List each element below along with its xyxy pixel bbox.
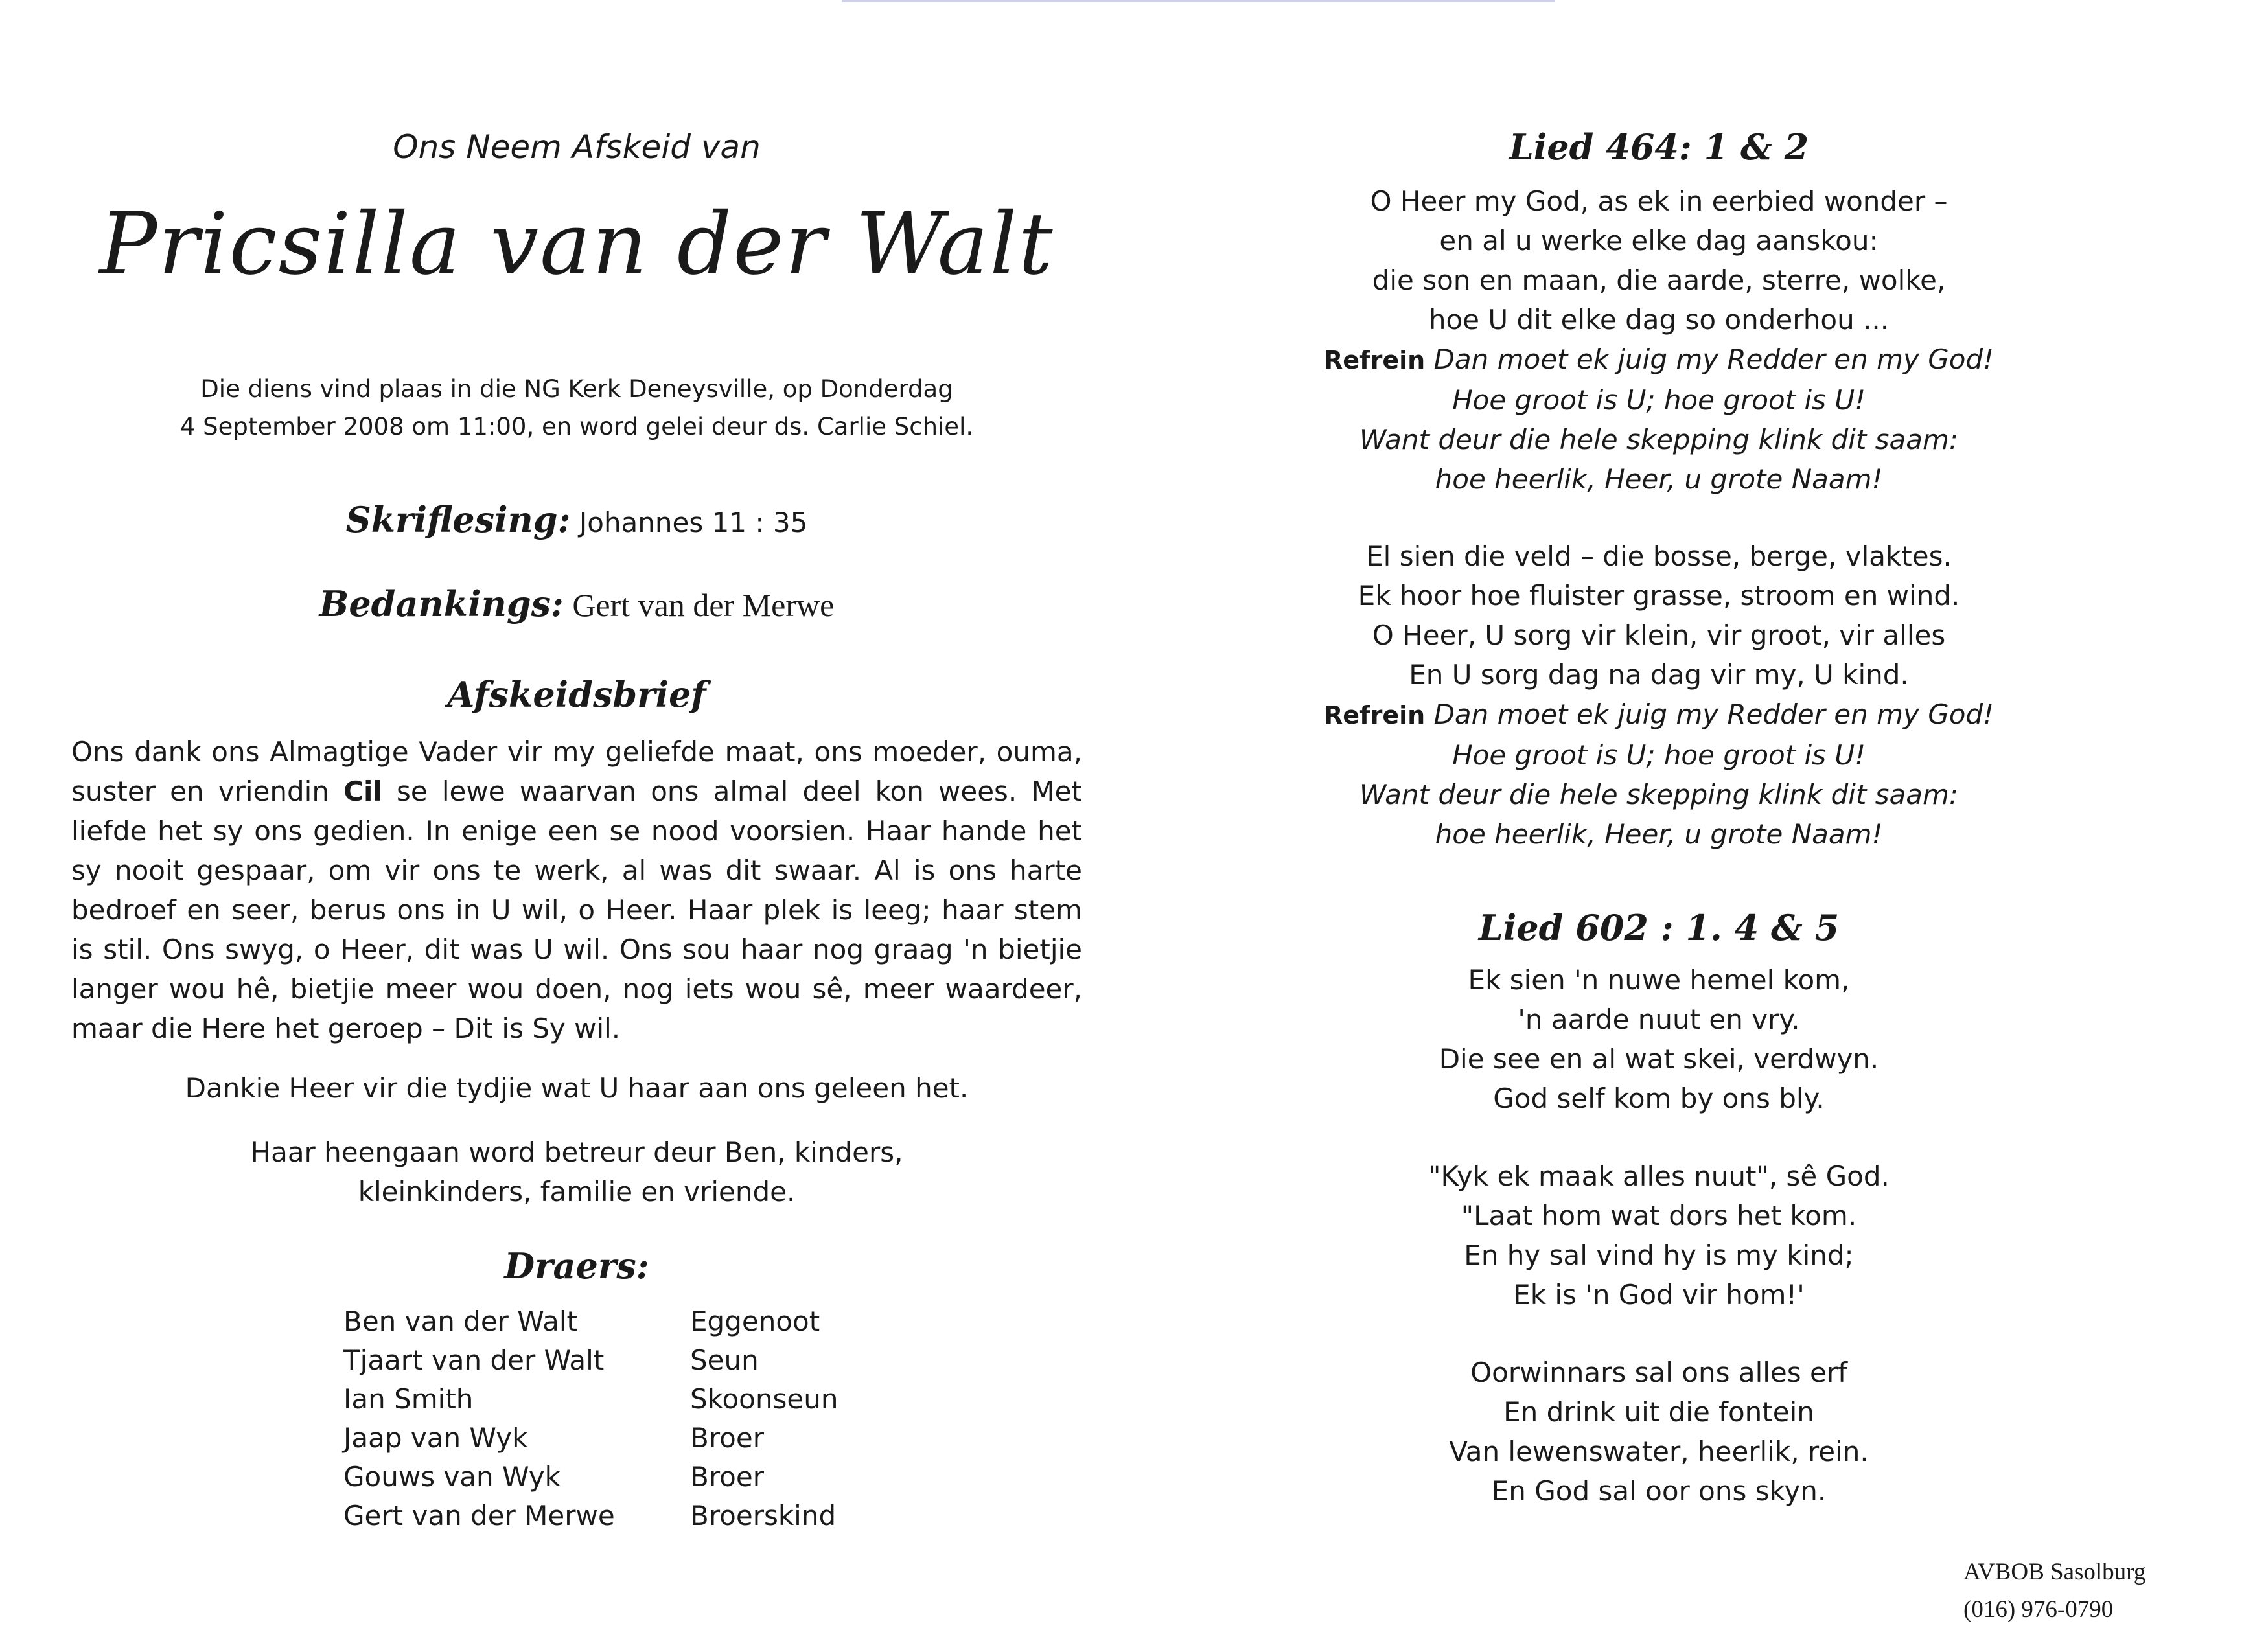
bearers-title: Draers: <box>504 1245 649 1287</box>
bearer-name: Gouws van Wyk <box>343 1461 561 1493</box>
thanks-label: Bedankings <box>319 583 551 625</box>
bearer-row <box>343 1341 927 1380</box>
letter-line: bedroef en seer, berus ons in U wil, o Heer. Haar plek is leeg; haar stem <box>71 894 1082 926</box>
mourners-line: kleinkinders, familie en vriende. <box>358 1176 796 1208</box>
song1-verse1 <box>1244 181 2074 499</box>
deceased-name: Pricsilla van der Walt <box>99 194 1054 294</box>
verse-line: En drink uit die fontein <box>1503 1396 1814 1428</box>
verse-line: 'n aarde nuut en vry. <box>1518 1004 1800 1035</box>
verse-line: El sien die veld – die bosse, berge, vlaktes. <box>1366 540 1952 572</box>
letter-line: liefde het sy ons gedien. In enige een se nood voorsien. Haar hande het <box>71 815 1082 847</box>
verse-line: die son en maan, die aarde, sterre, wolke, <box>1372 264 1946 296</box>
song2-verse1 <box>1244 960 2074 1118</box>
refrain-line: Refrein Dan moet ek juig my Redder en my God! <box>1324 343 1994 375</box>
mourners-text <box>71 1132 1082 1211</box>
refrain-line: hoe heerlik, Heer, u grote Naam! <box>1435 463 1883 495</box>
letter-title: Afskeidsbrief <box>447 674 706 715</box>
verse-line: En God sal oor ons skyn. <box>1491 1475 1827 1507</box>
letter-line: maar die Here het geroep – Dit is Sy wil. <box>71 1013 621 1044</box>
farewell-letter <box>71 732 1082 1048</box>
verse-line: En U sorg dag na dag vir my, U kind. <box>1409 659 1909 691</box>
song2-verse3 <box>1244 1353 2074 1511</box>
bearer-relation: Broer <box>690 1422 764 1454</box>
refrain-line: Refrein Dan moet ek juig my Redder en my God! <box>1324 698 1994 730</box>
verse-line: en al u werke elke dag aanskou: <box>1439 225 1879 257</box>
verse-line: hoe U dit elke dag so onderhou ... <box>1428 304 1890 336</box>
verse-line: O Heer, U sorg vir klein, vir groot, vir alles <box>1372 619 1946 651</box>
bearer-relation: Skoonseun <box>690 1383 838 1415</box>
bearer-row <box>343 1302 927 1341</box>
refrain-line: Hoe groot is U; hoe groot is U! <box>1452 739 1866 771</box>
bearer-row <box>343 1419 927 1458</box>
letter-line: Ons dank ons Almagtige Vader vir my geliefde maat, ons moeder, ouma, <box>71 736 1082 768</box>
refrain-line: hoe heerlik, Heer, u grote Naam! <box>1435 818 1883 850</box>
company-name: AVBOB Sasolburg <box>1963 1559 2146 1585</box>
verse-line: O Heer my God, as ek in eerbied wonder – <box>1370 185 1948 217</box>
verse-line: God self kom by ons bly. <box>1493 1083 1825 1114</box>
bearer-name: Tjaart van der Walt <box>343 1344 605 1376</box>
bearer-relation: Eggenoot <box>690 1305 820 1337</box>
scripture-value: Johannes 11 : 35 <box>579 507 808 538</box>
verse-line: Die see en al wat skei, verdwyn. <box>1439 1043 1879 1075</box>
bearer-relation: Broerskind <box>690 1500 837 1532</box>
acknowledgements: Bedankings: Gert van der Merwe <box>319 583 835 625</box>
verse-line: En hy sal vind hy is my kind; <box>1464 1239 1854 1271</box>
funeral-home-footer <box>1963 1554 2145 1629</box>
company-phone: (016) 976-0790 <box>1963 1596 2114 1623</box>
gratitude-line: Dankie Heer vir die tydjie wat U haar aan ons geleen het. <box>185 1072 969 1104</box>
refrain-line: Want deur die hele skepping klink dit saam: <box>1359 424 1959 455</box>
bearer-row <box>343 1497 927 1535</box>
bearer-name: Ben van der Walt <box>343 1305 578 1337</box>
bearer-relation: Broer <box>690 1461 764 1493</box>
letter-line: suster en vriendin Cil se lewe waarvan ons almal deel kon wees. Met <box>71 775 1082 807</box>
bearers-list <box>343 1302 927 1535</box>
verse-line: Oorwinnars sal ons alles erf <box>1470 1357 1847 1388</box>
service-details <box>71 371 1082 446</box>
bearer-name: Gert van der Merwe <box>343 1500 615 1532</box>
intro-line: Ons Neem Afskeid van <box>393 128 761 166</box>
verse-line: Ek sien 'n nuwe hemel kom, <box>1468 964 1850 996</box>
verse-line: "Kyk ek maak alles nuut", sê God. <box>1428 1160 1890 1192</box>
scripture-label: Skriflesing <box>345 499 558 540</box>
letter-line: langer wou hê, bietjie meer wou doen, nog iets wou sê, meer waardeer, <box>71 973 1082 1005</box>
verse-line: Van lewenswater, heerlik, rein. <box>1449 1436 1869 1467</box>
refrain-line: Hoe groot is U; hoe groot is U! <box>1452 384 1866 416</box>
song1-verse2 <box>1244 536 2074 854</box>
song2-title: Lied 602 : 1. 4 & 5 <box>1478 907 1840 948</box>
refrain-label: Refrein <box>1324 346 1426 374</box>
refrain-line: Want deur die hele skepping klink dit saam: <box>1359 779 1959 810</box>
refrain-label: Refrein <box>1324 701 1426 729</box>
verse-line: Ek hoor hoe fluister grasse, stroom en wind. <box>1358 580 1960 612</box>
song1-title: Lied 464: 1 & 2 <box>1509 126 1809 168</box>
top-edge-line <box>842 0 1555 2</box>
letter-line: sy nooit gespaar, om vir ons te werk, al was dit swaar. Al is ons harte <box>71 855 1082 886</box>
service-line: Die diens vind plaas in die NG Kerk Deneysville, op Donderdag <box>200 375 953 403</box>
thanks-value: Gert van der Merwe <box>572 587 835 623</box>
bearer-relation: Seun <box>690 1344 759 1376</box>
song2-verse2 <box>1244 1156 2074 1314</box>
bearer-name: Ian Smith <box>343 1383 474 1415</box>
verse-line: Ek is 'n God vir hom!' <box>1513 1279 1805 1311</box>
bearer-row <box>343 1458 927 1497</box>
letter-line: is stil. Ons swyg, o Heer, dit was U wil. Ons sou haar nog graag 'n bietjie <box>71 934 1082 965</box>
nickname: Cil <box>343 775 382 807</box>
scripture-reading: Skriflesing: Johannes 11 : 35 <box>345 499 808 540</box>
verse-line: "Laat hom wat dors het kom. <box>1461 1200 1857 1232</box>
mourners-line: Haar heengaan word betreur deur Ben, kinders, <box>250 1136 903 1168</box>
bearer-row <box>343 1380 927 1419</box>
service-line: 4 September 2008 om 11:00, en word gelei deur ds. Carlie Schiel. <box>179 413 974 441</box>
bearer-name: Jaap van Wyk <box>343 1422 528 1454</box>
